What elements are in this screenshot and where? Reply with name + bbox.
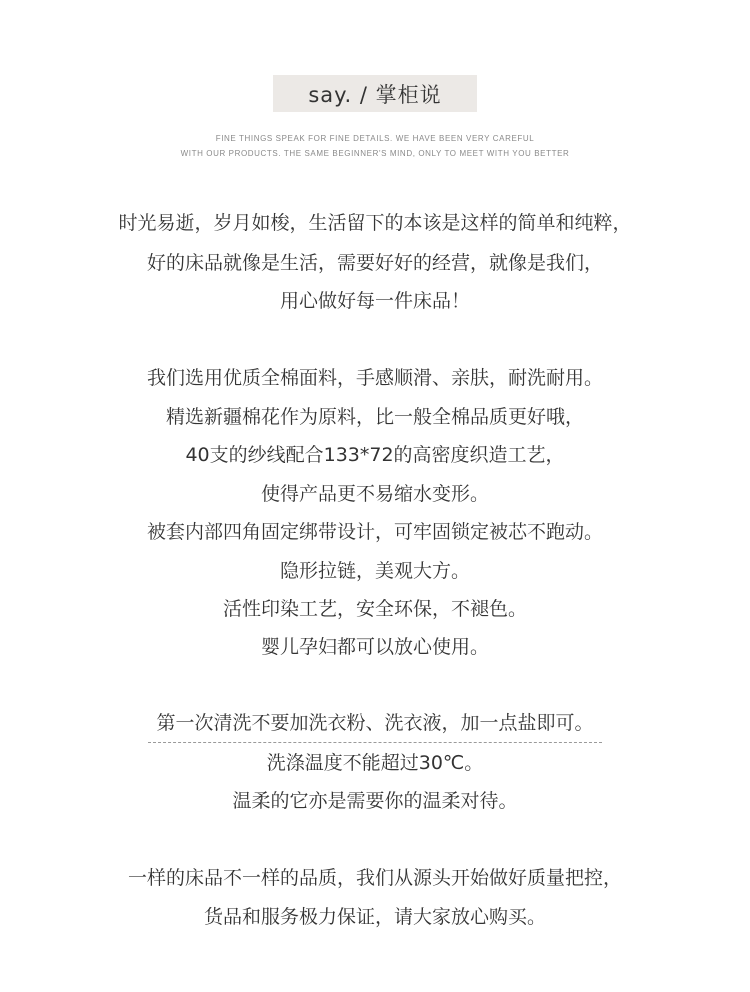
feature-line-2: 精选新疆棉花作为原料，比一般全棉品质更好哦，: [165, 406, 584, 428]
feature-line-1-wrap: [0, 366, 750, 390]
feature-line-5: 被套内部四角固定绑带设计，可牢固锁定被芯不跑动。: [143, 520, 607, 544]
feature-line-8: 婴儿孕妇都可以放心使用。: [260, 636, 489, 658]
care-line-2: 洗涤温度不能超过30℃。: [263, 751, 488, 775]
closing-line-1: 一样的床品不一样的品质，我们从源头开始做好质量把控，: [127, 867, 622, 889]
care-line-1: 第一次清洗不要加洗衣粉、洗衣液，加一点盐即可。: [148, 711, 601, 741]
feature-line-1: 我们选用优质全棉面料，手感顺滑、亲肤，耐洗耐用。: [143, 366, 607, 390]
intro-line-2: 好的床品就像是生活，需要好好的经营，就像是我们，: [146, 252, 603, 274]
intro-line-3: 用心做好每一件床品！: [279, 290, 470, 312]
feature-line-4: 使得产品更不易缩水变形。: [260, 483, 489, 505]
care-line-1-wrap: [0, 711, 750, 741]
feature-line-3: 40支的纱线配合133*72的高密度织造工艺，: [185, 444, 565, 466]
feature-line-5-wrap: [0, 520, 750, 544]
care-line-3: 温柔的它亦是需要你的温柔对待。: [232, 790, 518, 812]
feature-line-7: 活性印染工艺，安全环保，不褪色。: [222, 598, 527, 620]
closing-line-2: 货品和服务极力保证，请大家放心购买。: [203, 906, 546, 928]
tagline-line-1: FINE THINGS SPEAK FOR FINE DETAILS. WE HAVE BEEN VERY CAREFUL: [215, 134, 535, 143]
intro-line-1: 时光易逝，岁月如梭，生活留下的本该是这样的简单和纯粹，: [118, 212, 632, 234]
tagline-line-2: WITH OUR PRODUCTS. THE SAME BEGINNER'S MIND, ONLY TO MEET WITH YOU BETTER: [180, 149, 570, 158]
header-title: say. / 掌柜说: [273, 75, 477, 112]
feature-line-6: 隐形拉链，美观大方。: [279, 560, 470, 582]
care-line-2-wrap: [0, 751, 750, 775]
